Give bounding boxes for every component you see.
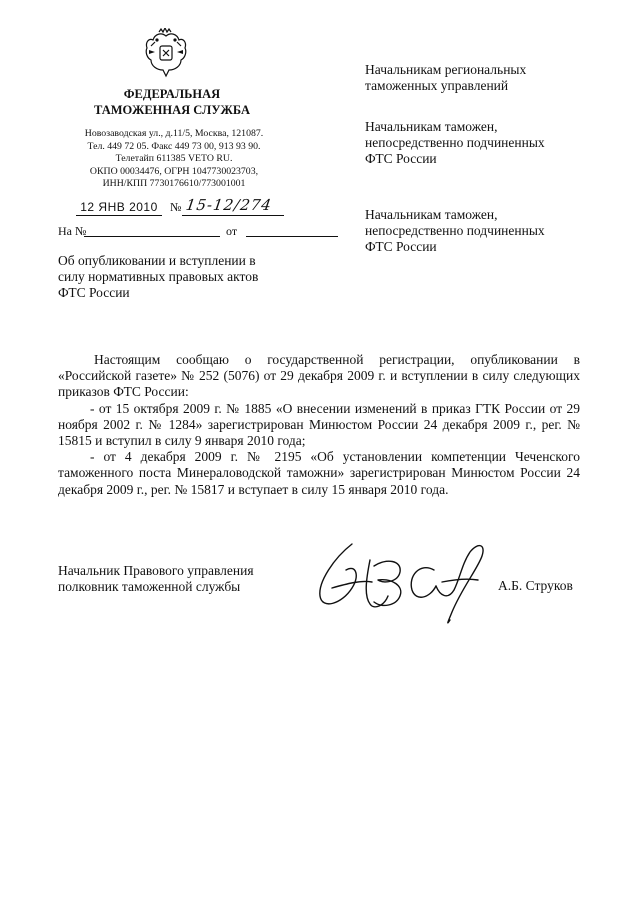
registration-date-underline	[76, 215, 162, 216]
org-phone: Тел. 449 72 05. Факс 449 73 00, 913 93 90.	[87, 140, 261, 152]
org-address: Новозаводская ул., д.11/5, Москва, 121087.	[84, 128, 264, 139]
letter-subject	[58, 253, 288, 301]
signer-name: А.Б. Струков	[498, 578, 573, 593]
addressee-block	[365, 119, 595, 167]
coat-of-arms-icon	[143, 28, 189, 80]
reference-date-label: от	[226, 224, 238, 238]
org-okpo: ОКПО 00034476, ОГРН 1047730023703,	[89, 165, 259, 177]
addressee-line: ФТС России	[365, 151, 437, 166]
registration-date: 12 ЯНВ 2010	[80, 200, 158, 214]
reference-row	[58, 224, 288, 242]
reference-number-label: На №	[58, 224, 87, 238]
addressee-line: таможенных управлений	[365, 78, 509, 93]
signer-position-line: полковник таможенной службы	[58, 579, 241, 594]
addressee-line: непосредственно подчиненных	[365, 223, 545, 238]
signer-position-line: Начальник Правового управления	[58, 563, 254, 578]
reference-date-blank	[246, 236, 338, 237]
order-item: - от 4 декабря 2009 г. № 2195 «Об установлении компетенции Чеченского таможенного поста Минераловодской таможни» зарегистрирован Минюстом России 24 декабря 2009 г., рег. № 15817 и вступает в силу 15 января 2010 года.	[58, 449, 580, 497]
addressee-block	[365, 207, 595, 255]
subject-line: силу нормативных правовых актов	[58, 269, 259, 284]
org-name-line: ТАМОЖЕННАЯ СЛУЖБА	[94, 103, 250, 117]
letter-body	[58, 352, 580, 498]
signer-position	[58, 563, 318, 595]
addressee-line: непосредственно подчиненных	[365, 135, 545, 150]
body-intro: Настоящим сообщаю о государственной регистрации, опубликовании в «Российской газете» № 252 (5076) от 29 декабря 2009 г. и вступлении в силу следующих приказов ФТС России:	[58, 352, 580, 400]
reference-number-blank	[84, 236, 220, 237]
org-name	[72, 86, 272, 118]
addressee-line: Начальникам региональных	[365, 62, 527, 77]
registration-number-label: №	[170, 200, 182, 214]
registration-number: 15-12/274	[184, 196, 274, 214]
org-teletype: Телетайп 611385 VETO RU.	[115, 153, 233, 165]
org-name-line: ФЕДЕРАЛЬНАЯ	[123, 87, 221, 101]
registration-number-underline	[182, 215, 284, 216]
registration-row	[78, 196, 288, 220]
subject-line: Об опубликовании и вступлении в	[58, 253, 256, 268]
org-details	[56, 128, 292, 191]
order-item: - от 15 октября 2009 г. № 1885 «О внесении изменений в приказ ГТК России от 29 ноября 2002 г. № 1284» зарегистрирован Минюстом России 24 декабря 2009 г., рег. № 15815 и вступил в силу 9 января 2010 года;	[58, 400, 580, 449]
addressee-line: Начальникам таможен,	[365, 207, 498, 222]
handwritten-signature	[312, 530, 492, 626]
org-inn: ИНН/КПП 7730176610/773001001	[102, 178, 246, 190]
subject-line: ФТС России	[58, 285, 130, 300]
addressee-block	[365, 62, 595, 94]
addressee-line: ФТС России	[365, 239, 437, 254]
addressee-line: Начальникам таможен,	[365, 119, 498, 134]
